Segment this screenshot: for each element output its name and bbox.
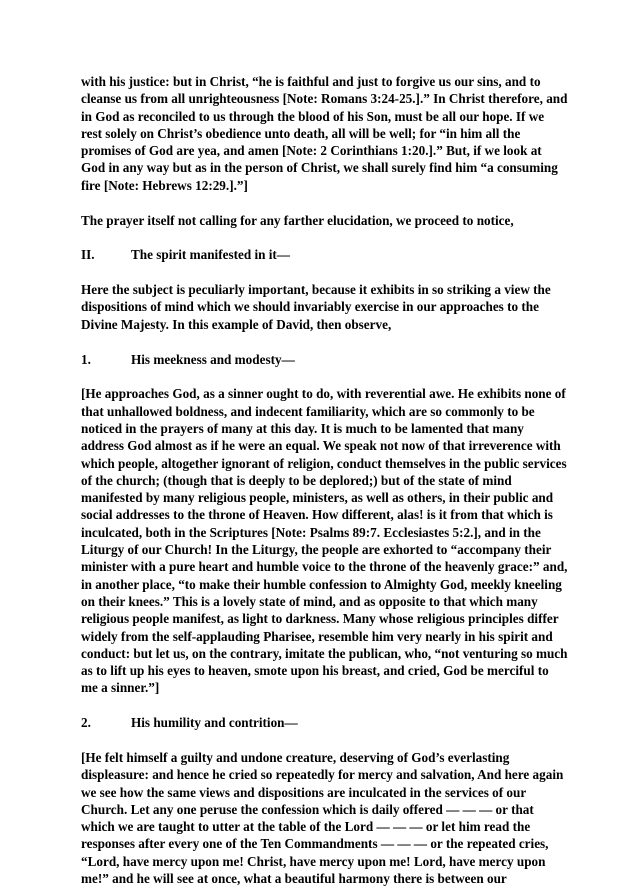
section-number: II. [81,247,95,263]
subheading-1 [81,351,568,368]
subheading-number: 2. [81,715,91,731]
subheading-title: His humility and contrition— [131,715,298,731]
subheading-number: 1. [81,351,91,367]
paragraph-humility: [He felt himself a guilty and undone creature, deserving of God’s everlasting displeasure: and hence he cried so repeatedly for mercy and salvation, And here again we see how the same views and dispositions are inculcated in the services of our Church. Let any one peruse the confession which is daily offered — — — or that which we are taught to utter at the table of the Lord — — — or let him read the responses after every one of the Ten Commandments — — — or the repeated cries, “Lord, have mercy upon me! Christ, have mercy upon me! Lord, have mercy upon me!” and he will see at once, what a beautiful harmony there is between our [81,750,564,887]
paragraph-meekness: [He approaches God, as a sinner ought to do, with reverential awe. He exhibits none of that unhallowed boldness, and indecent familiarity, which are so commonly to be noticed in the prayers of many at this day. It is much to be lamented that many address God almost as if he were an equal. We speak not now of that irreverence with which people, altogether ignorant of religion, conduct themselves in the public services of the church; (though that is deeply to be deplored;) but of the state of mind manifested by many religious people, ministers, as well as others, in their public and social addresses to the throne of Heaven. How different, alas! is it from that which is inculcated, both in the Scriptures [Note: Psalms 89:7. Ecclesiastes 5:2.], and in the Liturgy of our Church! In the Liturgy, the people are exhorted to “accompany their minister with a pure heart and humble voice to the throne of the heavenly grace:” and, in another place, “to make their humble confession to Almighty God, meekly kneeling on their knees.” This is a lovely state of mind, and as opposite to that which many religious people manifest, as light to darkness. Many whose religious principles differ widely from the self-applauding Pharisee, resemble him very nearly in his spirit and conduct: but let us, on the contrary, imitate the publican, who, “not venturing so much as to lift up his eyes to heaven, smote upon his breast, and cried, God be merciful to me a sinner.”] [81,386,568,696]
paragraph-continuation: with his justice: but in Christ, “he is faithful and just to forgive us our sins, and to cleanse us from all unrighteousness [Note: Romans 3:24-25.].” In Christ therefore, and in God as reconciled to us through the blood of his Son, must be all our hope. If we rest solely on Christ’s obedience unto death, all will be well; for “in him all the promises of God are yea, and amen [Note: 2 Corinthians 1:20.].” But, if we look at God in any way but as in the person of Christ, we shall surely find him “a consuming fire [Note: Hebrews 12:29.].”] [81,74,568,193]
section-heading-2 [81,246,568,263]
subheading-title: His meekness and modesty— [131,351,295,367]
subheading-2 [81,714,568,731]
paragraph-transition: The prayer itself not calling for any farther elucidation, we proceed to notice, [81,212,514,228]
paragraph-intro: Here the subject is peculiarly important, because it exhibits in so striking a view the dispositions of mind which we should invariably exercise in our approaches to the Divine Majesty. In this example of David, then observe, [81,282,551,332]
section-title: The spirit manifested in it— [131,247,290,263]
